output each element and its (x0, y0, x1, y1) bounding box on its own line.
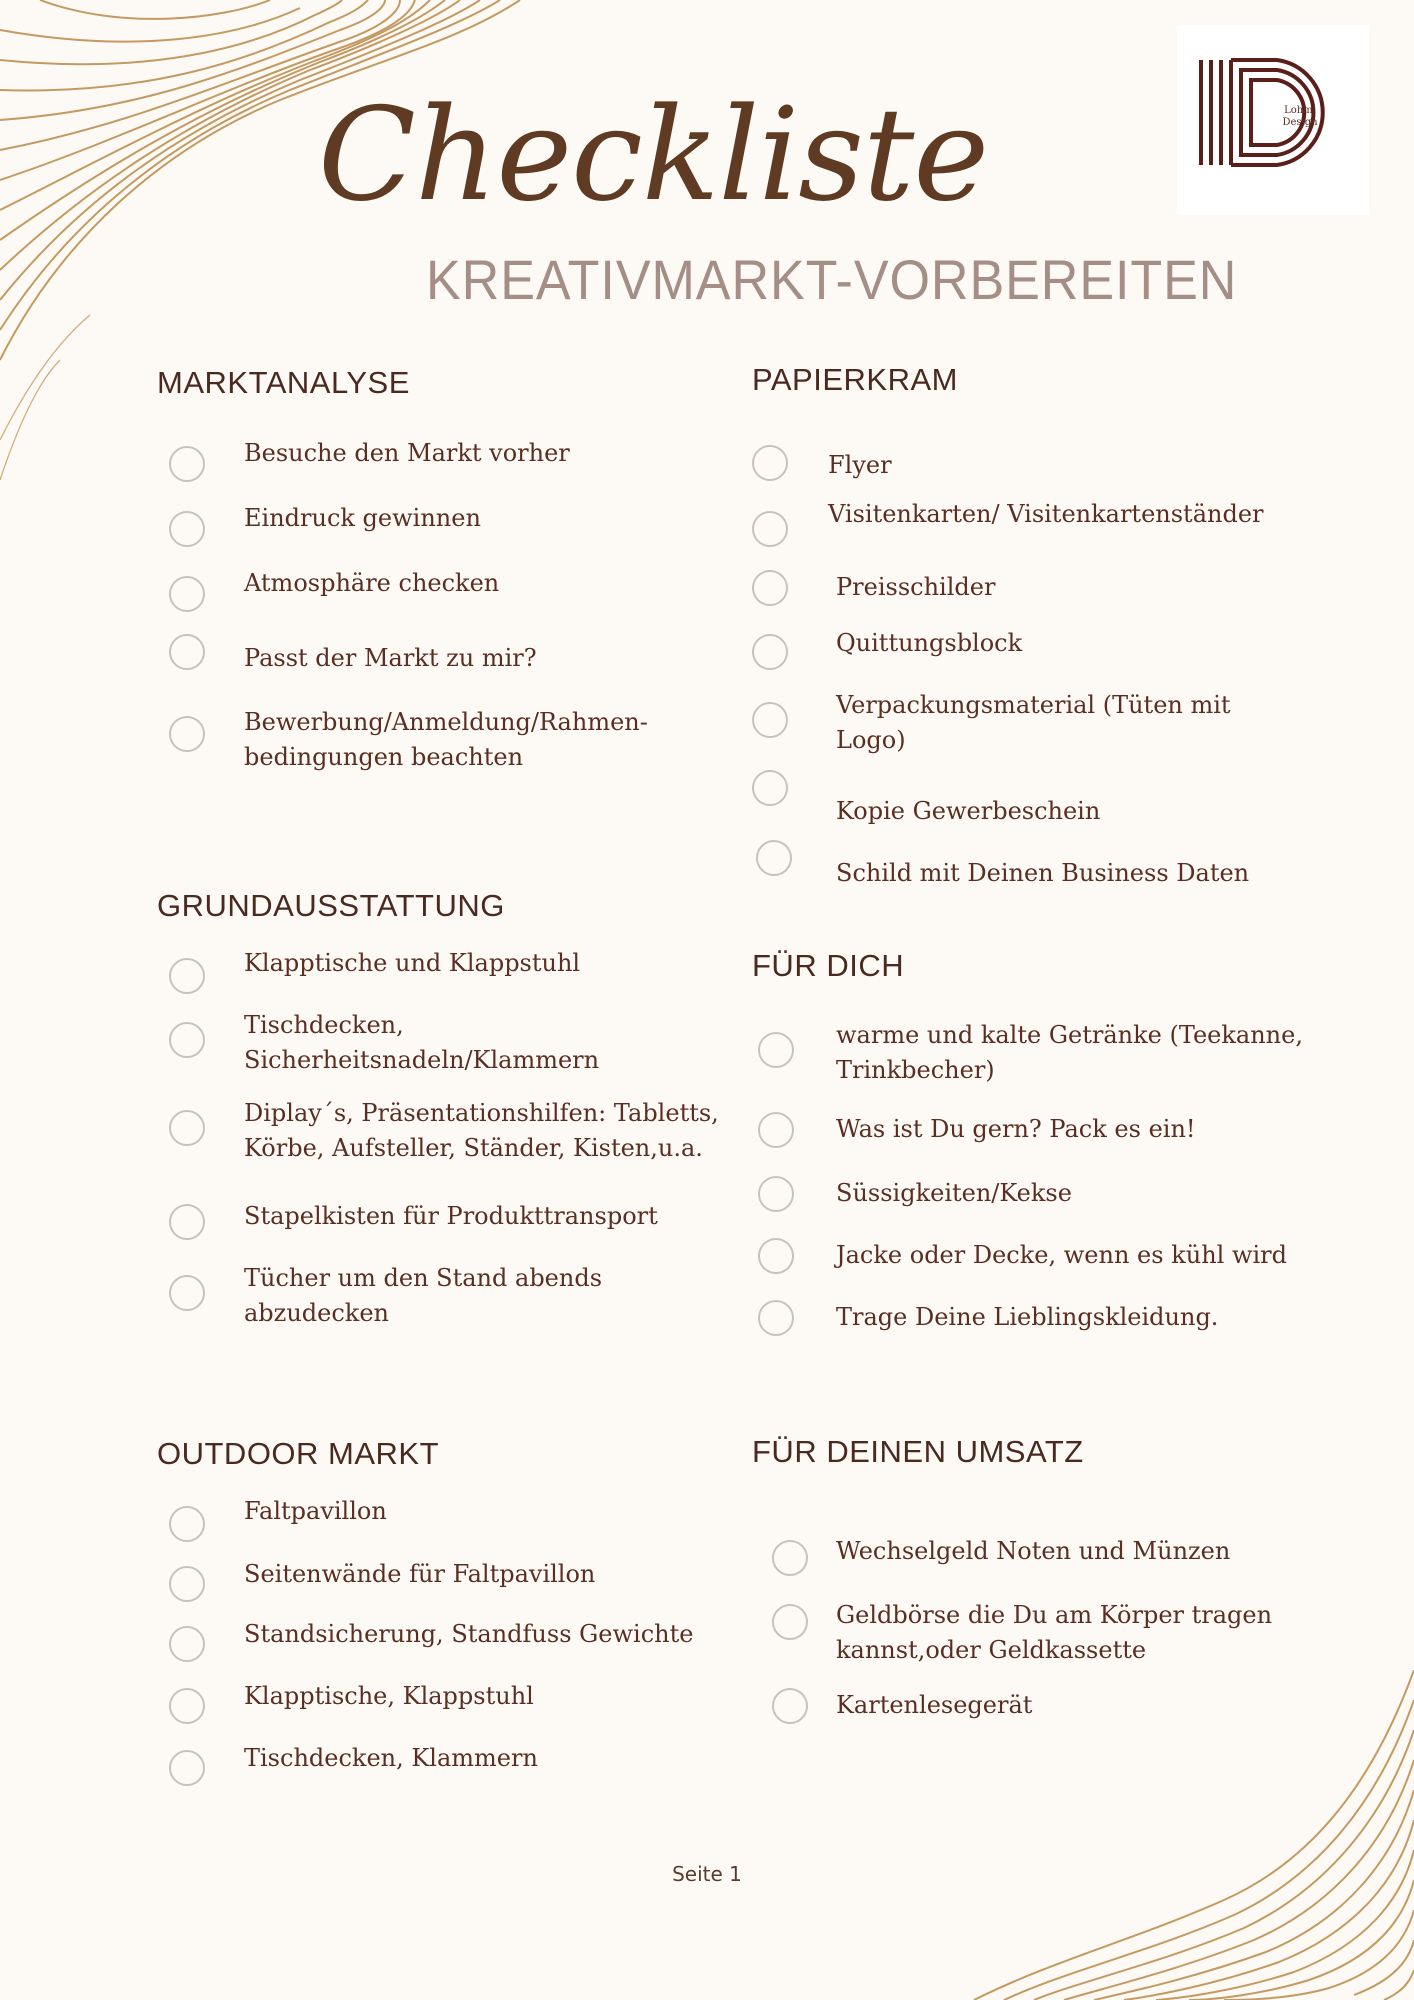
section-heading: OUTDOOR MARKT (157, 1436, 440, 1471)
item-label: Seitenwände für Faltpavillon (244, 1560, 596, 1588)
checkbox[interactable] (752, 770, 788, 806)
checkbox[interactable] (169, 1275, 205, 1311)
item-label: Visitenkarten/ Visitenkartenständer (828, 500, 1264, 528)
item-label: Flyer (828, 451, 892, 479)
page-title: Checkliste (318, 81, 989, 230)
section-heading: MARKTANALYSE (157, 365, 410, 400)
checkbox[interactable] (752, 511, 788, 547)
item-label: Tücher um den Stand abends abzudecken (244, 1264, 603, 1327)
item-label: Atmosphäre checken (244, 569, 500, 597)
checkbox[interactable] (169, 1110, 205, 1146)
checkbox[interactable] (756, 840, 792, 876)
item-label: Tischdecken, Klammern (244, 1744, 538, 1772)
section-outdoor-markt (157, 1436, 694, 1772)
section-heading: PAPIERKRAM (752, 362, 958, 397)
section-grundausstattung (157, 888, 719, 1327)
item-label: Faltpavillon (244, 1497, 387, 1525)
checkbox[interactable] (169, 1750, 205, 1786)
item-label: Schild mit Deinen Business Daten (836, 859, 1250, 887)
checkbox[interactable] (758, 1176, 794, 1212)
checkbox[interactable] (169, 1566, 205, 1602)
item-label: Kartenlesegerät (836, 1691, 1033, 1719)
item-label: Stapelkisten für Produkttransport (244, 1202, 658, 1230)
item-label: Passt der Markt zu mir? (244, 644, 537, 672)
logo-text: Lohmi Design (1282, 105, 1318, 128)
checkbox[interactable] (169, 1204, 205, 1240)
checkbox[interactable] (169, 958, 205, 994)
item-label: Klapptische und Klappstuhl (244, 949, 581, 977)
checkbox[interactable] (169, 576, 205, 612)
item-label: Diplay´s, Präsentationshilfen: Tabletts, Körbe, Aufsteller, Ständer, Kisten,u.a. (244, 1099, 719, 1162)
checkbox[interactable] (752, 634, 788, 670)
checkbox[interactable] (169, 1626, 205, 1662)
page-number: Seite 1 (672, 1862, 742, 1886)
checkbox[interactable] (169, 446, 205, 482)
section-papierkram (752, 362, 1264, 887)
checkbox[interactable] (169, 716, 205, 752)
item-label: Besuche den Markt vorher (244, 439, 570, 467)
checkbox[interactable] (169, 1022, 205, 1058)
checkbox[interactable] (752, 445, 788, 481)
checkbox[interactable] (169, 511, 205, 547)
checkbox[interactable] (169, 1688, 205, 1724)
item-label: Wechselgeld Noten und Münzen (836, 1537, 1231, 1565)
item-label: Geldbörse die Du am Körper tragen kannst,oder Geldkassette (836, 1601, 1273, 1664)
item-label: Quittungsblock (836, 629, 1023, 657)
item-label: Tischdecken, Sicherheitsnadeln/Klammern (244, 1011, 600, 1074)
item-label: Kopie Gewerbeschein (836, 797, 1101, 825)
item-label: warme und kalte Getränke (Teekanne, Trinkbecher) (836, 1021, 1303, 1084)
section-marktanalyse (157, 365, 648, 771)
checkbox[interactable] (169, 634, 205, 670)
item-label: Standsicherung, Standfuss Gewichte (244, 1620, 694, 1648)
item-label: Verpackungsmaterial (Tüten mit Logo) (836, 691, 1231, 754)
logo (1177, 25, 1369, 215)
item-label: Trage Deine Lieblingskleidung. (836, 1303, 1219, 1331)
logo-mark-icon (1177, 25, 1369, 215)
item-label: Jacke oder Decke, wenn es kühl wird (836, 1241, 1288, 1269)
checkbox[interactable] (758, 1032, 794, 1068)
checkbox[interactable] (772, 1540, 808, 1576)
checkbox[interactable] (758, 1300, 794, 1336)
item-label: Klapptische, Klappstuhl (244, 1682, 534, 1710)
section-heading: GRUNDAUSSTATTUNG (157, 888, 505, 923)
item-label: Eindruck gewinnen (244, 504, 481, 532)
checkbox[interactable] (758, 1112, 794, 1148)
checkbox[interactable] (752, 570, 788, 606)
item-label: Süssigkeiten/Kekse (836, 1179, 1072, 1207)
checkbox[interactable] (758, 1238, 794, 1274)
section-heading: FÜR DEINEN UMSATZ (752, 1434, 1084, 1469)
item-label: Preisschilder (836, 573, 996, 601)
checkbox[interactable] (752, 702, 788, 738)
item-label: Was ist Du gern? Pack es ein! (836, 1115, 1196, 1143)
section-fuer-dich (752, 948, 1303, 1331)
checkbox[interactable] (772, 1688, 808, 1724)
item-label: Bewerbung/Anmeldung/Rahmen- bedingungen beachten (244, 708, 648, 771)
section-heading: FÜR DICH (752, 948, 905, 983)
checkbox[interactable] (772, 1604, 808, 1640)
page-subtitle: KREATIVMARKT-VORBEREITEN (426, 248, 1238, 311)
section-fuer-deinen-umsatz (752, 1434, 1273, 1719)
checkbox[interactable] (169, 1506, 205, 1542)
